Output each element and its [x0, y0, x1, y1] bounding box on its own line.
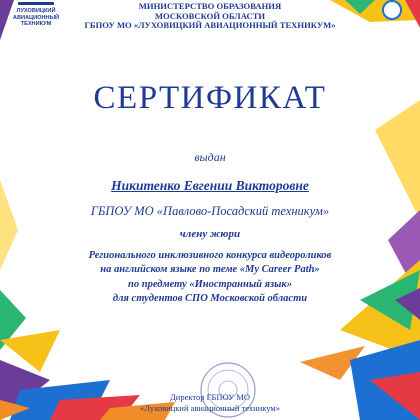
signature-line-2: «Луховицкий авиационный техникум» [139, 402, 281, 413]
signature-block [0, 392, 420, 413]
header-line-3: ГБПОУ МО «ЛУХОВИЦКИЙ АВИАЦИОННЫЙ ТЕХНИКУМ» [84, 20, 336, 31]
description-line-1: Регионального инклюзивного конкурса видеороликов [88, 250, 332, 261]
header-line-1: МИНИСТЕРСТВО ОБРАЗОВАНИЯ [138, 1, 282, 11]
ministry-header [0, 2, 420, 31]
description-line-4: для студентов СПО Московской области [112, 293, 308, 305]
recipient-name: Никитенко Евгении Викторовне [111, 178, 309, 193]
description-line-3: по предмету «Иностранный язык» [128, 278, 292, 290]
logo-line-2: АВИАЦИОННЫЙ [12, 14, 60, 21]
issued-label: выдан [194, 150, 226, 164]
recipient-organization: ГБПОУ МО «Павлово-Посадский техникум» [90, 204, 330, 218]
logo-line-3: ТЕХНИКУМ [20, 21, 52, 27]
logo-line-1: ЛУХОВИЦКИЙ [16, 8, 56, 14]
contest-description [0, 249, 420, 307]
header-line-2: МОСКОВСКОЙ ОБЛАСТИ [154, 10, 266, 21]
recipient-role: члену жюри [179, 228, 241, 240]
description-line-2: на английском языке по теме «My Career Path» [100, 264, 320, 276]
signature-line-1: Директор ГБПОУ МО [169, 392, 251, 402]
certificate-title: СЕРТИФИКАТ [93, 80, 327, 116]
